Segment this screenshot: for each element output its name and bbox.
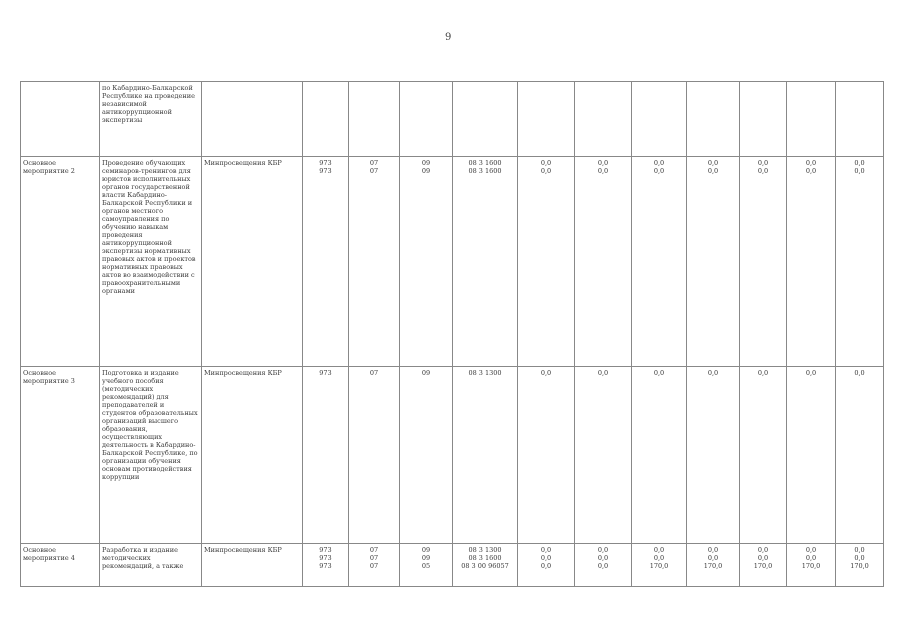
activity-name-cell: Основное мероприятие 2 bbox=[21, 157, 100, 367]
year-value-cell bbox=[687, 157, 740, 367]
csr-cell-value: 08 3 1600 bbox=[468, 167, 502, 175]
csr-cell bbox=[453, 367, 518, 544]
csr-cell bbox=[453, 82, 518, 157]
year-value-cell-value: 170,0 bbox=[649, 562, 669, 570]
year-value-cell bbox=[787, 544, 836, 587]
csr-cell-value: 08 3 00 96057 bbox=[461, 562, 509, 570]
pr-cell bbox=[400, 82, 453, 157]
year-value-cell bbox=[740, 367, 787, 544]
pr-cell bbox=[400, 157, 453, 367]
activity-description-cell: Разработка и издание методических рекомендаций, а также bbox=[100, 544, 202, 587]
year-value-cell bbox=[787, 367, 836, 544]
year-value-cell-value: 0,0 bbox=[540, 369, 552, 377]
activity-description-cell: Подготовка и издание учебного пособия (методических рекомендаций) для преподавателей и студентов образовательных организаций высшего образования, осуществляющих деятельность в Кабардино-Балкарской Республике, по организации обучения основам противодействия коррупции bbox=[100, 367, 202, 544]
year-value-cell bbox=[518, 82, 575, 157]
grbs-cell-value: 973 bbox=[319, 546, 332, 554]
year-value-cell-value: 0,0 bbox=[757, 546, 769, 554]
year-value-cell-value: 0,0 bbox=[540, 159, 552, 167]
year-value-cell-value: 0,0 bbox=[540, 562, 552, 570]
year-value-cell-value: 0,0 bbox=[653, 554, 665, 562]
year-value-cell-value: 0,0 bbox=[854, 159, 865, 167]
year-value-cell-value: 0,0 bbox=[707, 159, 719, 167]
year-value-cell bbox=[575, 367, 632, 544]
year-value-cell bbox=[740, 157, 787, 367]
year-value-cell-value: 170,0 bbox=[703, 562, 723, 570]
table-row bbox=[21, 157, 884, 367]
year-value-cell-value: 0,0 bbox=[757, 159, 769, 167]
table-row bbox=[21, 367, 884, 544]
pr-cell bbox=[400, 367, 453, 544]
year-value-cell bbox=[632, 82, 687, 157]
year-value-cell bbox=[575, 157, 632, 367]
year-value-cell bbox=[836, 544, 884, 587]
year-value-cell bbox=[518, 544, 575, 587]
year-value-cell bbox=[787, 157, 836, 367]
activity-name-cell: Основное мероприятие 3 bbox=[21, 367, 100, 544]
activity-name-cell bbox=[21, 82, 100, 157]
year-value-cell-value: 0,0 bbox=[653, 369, 665, 377]
year-value-cell bbox=[575, 82, 632, 157]
year-value-cell-value: 0,0 bbox=[597, 167, 609, 175]
year-value-cell-value: 0,0 bbox=[540, 554, 552, 562]
year-value-cell bbox=[836, 367, 884, 544]
year-value-cell bbox=[787, 82, 836, 157]
year-value-cell-value: 0,0 bbox=[707, 167, 719, 175]
year-value-cell bbox=[632, 544, 687, 587]
year-value-cell bbox=[687, 82, 740, 157]
year-value-cell bbox=[518, 367, 575, 544]
grbs-cell bbox=[303, 544, 349, 587]
year-value-cell-value: 170,0 bbox=[801, 562, 821, 570]
year-value-cell-value: 0,0 bbox=[805, 546, 817, 554]
year-value-cell-value: 170,0 bbox=[753, 562, 773, 570]
year-value-cell-value: 0,0 bbox=[757, 369, 769, 377]
pr-cell-value: 09 bbox=[421, 554, 431, 562]
grbs-cell-value: 973 bbox=[319, 167, 332, 175]
page-number: 9 bbox=[445, 32, 452, 43]
activity-name-cell: Основное мероприятие 4 bbox=[21, 544, 100, 587]
year-value-cell-value: 0,0 bbox=[707, 369, 719, 377]
year-value-cell-value: 0,0 bbox=[540, 167, 552, 175]
grbs-cell bbox=[303, 367, 349, 544]
activity-description-cell: по Кабардино-Балкарской Республике на проведение независимой антикоррупционной экспертизы bbox=[100, 82, 202, 157]
year-value-cell bbox=[836, 157, 884, 367]
grbs-cell-value: 973 bbox=[319, 159, 332, 167]
csr-cell bbox=[453, 544, 518, 587]
year-value-cell-value: 0,0 bbox=[805, 159, 817, 167]
year-value-cell-value: 0,0 bbox=[653, 167, 665, 175]
pr-cell-value: 09 bbox=[421, 167, 431, 175]
rz-cell-value: 07 bbox=[369, 554, 379, 562]
csr-cell-value: 08 3 1600 bbox=[468, 159, 502, 167]
year-value-cell-value: 0,0 bbox=[757, 554, 769, 562]
year-value-cell bbox=[740, 544, 787, 587]
budget-table bbox=[20, 81, 884, 587]
grbs-cell-value: 973 bbox=[319, 369, 332, 377]
year-value-cell-value: 0,0 bbox=[653, 546, 665, 554]
pr-cell-value: 05 bbox=[421, 562, 431, 570]
rz-cell-value: 07 bbox=[369, 562, 379, 570]
year-value-cell-value: 0,0 bbox=[805, 369, 817, 377]
year-value-cell bbox=[518, 157, 575, 367]
csr-cell bbox=[453, 157, 518, 367]
csr-cell-value: 08 3 1600 bbox=[468, 554, 502, 562]
table-row bbox=[21, 82, 884, 157]
year-value-cell-value: 170,0 bbox=[850, 562, 869, 570]
year-value-cell-value: 0,0 bbox=[805, 554, 817, 562]
csr-cell-value: 08 3 1300 bbox=[468, 369, 502, 377]
rz-cell-value: 07 bbox=[369, 546, 379, 554]
pr-cell-value: 09 bbox=[421, 546, 431, 554]
responsible-executor-cell: Минпросвещения КБР bbox=[202, 544, 303, 587]
year-value-cell-value: 0,0 bbox=[854, 369, 865, 377]
year-value-cell bbox=[687, 544, 740, 587]
year-value-cell bbox=[740, 82, 787, 157]
rz-cell bbox=[349, 157, 400, 367]
rz-cell bbox=[349, 544, 400, 587]
pr-cell bbox=[400, 544, 453, 587]
year-value-cell-value: 0,0 bbox=[597, 546, 609, 554]
rz-cell bbox=[349, 367, 400, 544]
year-value-cell-value: 0,0 bbox=[707, 546, 719, 554]
year-value-cell bbox=[687, 367, 740, 544]
year-value-cell-value: 0,0 bbox=[597, 159, 609, 167]
rz-cell-value: 07 bbox=[369, 167, 379, 175]
activity-description-cell: Проведение обучающих семинаров-тренингов для юристов исполнительных органов государственной власти Кабардино-Балкарской Республики и органов местного самоуправления по обучению навыкам проведения антикоррупционной экспертизы нормативных правовых актов и проектов нормативных правовых актов во взаимодействии с правоохранительными органами bbox=[100, 157, 202, 367]
year-value-cell bbox=[632, 157, 687, 367]
grbs-cell-value: 973 bbox=[319, 562, 332, 570]
grbs-cell bbox=[303, 82, 349, 157]
year-value-cell-value: 0,0 bbox=[540, 546, 552, 554]
year-value-cell bbox=[836, 82, 884, 157]
year-value-cell bbox=[632, 367, 687, 544]
grbs-cell-value: 973 bbox=[319, 554, 332, 562]
year-value-cell-value: 0,0 bbox=[757, 167, 769, 175]
year-value-cell bbox=[575, 544, 632, 587]
responsible-executor-cell bbox=[202, 82, 303, 157]
rz-cell-value: 07 bbox=[369, 159, 379, 167]
responsible-executor-cell: Минпросвещения КБР bbox=[202, 157, 303, 367]
pr-cell-value: 09 bbox=[421, 369, 431, 377]
year-value-cell-value: 0,0 bbox=[854, 167, 865, 175]
year-value-cell-value: 0,0 bbox=[854, 554, 865, 562]
year-value-cell-value: 0,0 bbox=[597, 562, 609, 570]
responsible-executor-cell: Минпросвещения КБР bbox=[202, 367, 303, 544]
year-value-cell-value: 0,0 bbox=[854, 546, 865, 554]
year-value-cell-value: 0,0 bbox=[597, 369, 609, 377]
year-value-cell-value: 0,0 bbox=[653, 159, 665, 167]
rz-cell bbox=[349, 82, 400, 157]
csr-cell-value: 08 3 1300 bbox=[468, 546, 502, 554]
year-value-cell-value: 0,0 bbox=[805, 167, 817, 175]
rz-cell-value: 07 bbox=[369, 369, 379, 377]
grbs-cell bbox=[303, 157, 349, 367]
table-row bbox=[21, 544, 884, 587]
year-value-cell-value: 0,0 bbox=[597, 554, 609, 562]
year-value-cell-value: 0,0 bbox=[707, 554, 719, 562]
pr-cell-value: 09 bbox=[421, 159, 431, 167]
